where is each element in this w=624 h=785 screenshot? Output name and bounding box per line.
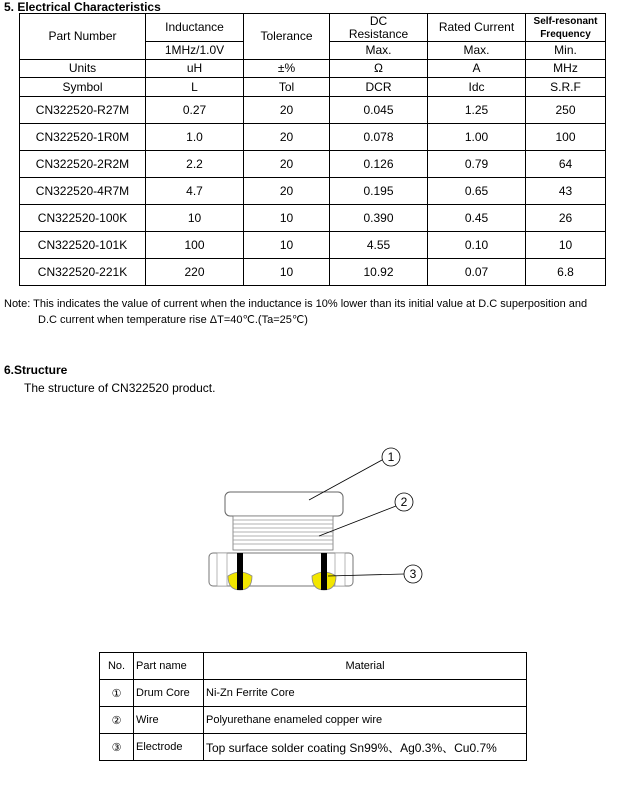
part-number-cell: CN322520-R27M: [20, 97, 146, 124]
dcr-cell: 0.078: [330, 124, 428, 151]
srf-cell: 250: [526, 97, 606, 124]
units-cell: Units: [20, 60, 146, 78]
srf-cell: 64: [526, 151, 606, 178]
part-number-cell: CN322520-4R7M: [20, 178, 146, 205]
table-row: [100, 734, 527, 761]
units-cell: uH: [146, 60, 244, 78]
header-self-resonant-frequency: [526, 14, 606, 42]
symbol-row: [20, 78, 606, 97]
header-srf-min: Min.: [526, 42, 606, 60]
section-6-title: 6.Structure: [4, 363, 68, 377]
inductance-cell: 1.0: [146, 124, 244, 151]
idc-cell: 0.45: [428, 205, 526, 232]
material-header-row: [100, 653, 527, 680]
dcr-cell: 0.195: [330, 178, 428, 205]
drum-core-top-flange: [225, 492, 343, 516]
header-part-number: Part Number: [20, 14, 146, 60]
header-part-name: Part name: [134, 653, 204, 680]
symbol-cell: L: [146, 78, 244, 97]
table-row: [20, 205, 606, 232]
header-srf-line1: Self-resonant: [533, 15, 598, 27]
part-number-cell: CN322520-1R0M: [20, 124, 146, 151]
part-number-cell: CN322520-2R2M: [20, 151, 146, 178]
inductance-cell: 220: [146, 259, 244, 286]
header-dc-resistance: [330, 14, 428, 42]
material-no-cell: ①: [100, 680, 134, 707]
material-part-cell: Drum Core: [134, 680, 204, 707]
table-row: [20, 124, 606, 151]
header-dc-max: Max.: [330, 42, 428, 60]
header-rated-current: Rated Current: [428, 14, 526, 42]
callout-2-label: 2: [400, 495, 408, 509]
symbol-cell: S.R.F: [526, 78, 606, 97]
header-rated-max: Max.: [428, 42, 526, 60]
table-row: [20, 259, 606, 286]
callout-1-leader: [309, 460, 382, 500]
srf-cell: 10: [526, 232, 606, 259]
part-number-cell: CN322520-100K: [20, 205, 146, 232]
tolerance-cell: 10: [244, 232, 330, 259]
material-cell: Top surface solder coating Sn99%、Ag0.3%、Cu0.7%: [204, 734, 527, 761]
material-cell: Ni-Zn Ferrite Core: [204, 680, 527, 707]
header-inductance: Inductance: [146, 14, 244, 42]
material-table: [99, 652, 527, 761]
symbol-cell: Idc: [428, 78, 526, 97]
header-srf-line2: Frequency: [540, 28, 591, 40]
header-inductance-condition: 1MHz/1.0V: [146, 42, 244, 60]
dcr-cell: 4.55: [330, 232, 428, 259]
inductance-cell: 2.2: [146, 151, 244, 178]
inductance-cell: 4.7: [146, 178, 244, 205]
wire-winding: [233, 516, 333, 550]
units-cell: A: [428, 60, 526, 78]
units-cell: MHz: [526, 60, 606, 78]
idc-cell: 1.00: [428, 124, 526, 151]
units-row: [20, 60, 606, 78]
header-no: No.: [100, 653, 134, 680]
tolerance-cell: 20: [244, 178, 330, 205]
tolerance-cell: 20: [244, 124, 330, 151]
footnote-line1: Note: This indicates the value of current when the inductance is 10% lower than its initial value at D.C superposition and: [4, 298, 588, 310]
material-no-cell: ②: [100, 707, 134, 734]
table-row: [20, 178, 606, 205]
units-cell: Ω: [330, 60, 428, 78]
tolerance-cell: 10: [244, 205, 330, 232]
tolerance-cell: 20: [244, 151, 330, 178]
electrical-characteristics-table: [19, 13, 606, 286]
srf-cell: 6.8: [526, 259, 606, 286]
table-row: [100, 707, 527, 734]
idc-cell: 0.65: [428, 178, 526, 205]
units-cell: ±%: [244, 60, 330, 78]
material-part-cell: Electrode: [134, 734, 204, 761]
material-cell: Polyurethane enameled copper wire: [204, 707, 527, 734]
table-row: [20, 232, 606, 259]
srf-cell: 26: [526, 205, 606, 232]
structure-description: The structure of CN322520 product.: [24, 381, 216, 395]
callout-3-label: 3: [409, 567, 417, 581]
srf-cell: 43: [526, 178, 606, 205]
table-row: [100, 680, 527, 707]
idc-cell: 0.10: [428, 232, 526, 259]
header-dc-resistance-line1: DC: [369, 13, 388, 28]
dcr-cell: 0.045: [330, 97, 428, 124]
header-tolerance: Tolerance: [244, 14, 330, 60]
section-5-title: 5. Electrical Characteristics: [4, 0, 161, 14]
symbol-cell: Tol: [244, 78, 330, 97]
header-dc-resistance-line2: Resistance: [348, 26, 409, 41]
footnote: [4, 296, 614, 328]
header-material: Material: [204, 653, 527, 680]
material-no-cell: ③: [100, 734, 134, 761]
idc-cell: 1.25: [428, 97, 526, 124]
material-part-cell: Wire: [134, 707, 204, 734]
symbol-cell: DCR: [330, 78, 428, 97]
tolerance-cell: 20: [244, 97, 330, 124]
tolerance-cell: 10: [244, 259, 330, 286]
inductor-structure-diagram: [195, 440, 425, 600]
srf-cell: 100: [526, 124, 606, 151]
footnote-line2: D.C current when temperature rise ΔT=40℃.(Ta=25℃): [38, 314, 308, 326]
dcr-cell: 0.126: [330, 151, 428, 178]
table-row: [20, 151, 606, 178]
inductance-cell: 0.27: [146, 97, 244, 124]
table-row: [20, 97, 606, 124]
dcr-cell: 10.92: [330, 259, 428, 286]
idc-cell: 0.79: [428, 151, 526, 178]
idc-cell: 0.07: [428, 259, 526, 286]
inductance-cell: 100: [146, 232, 244, 259]
part-number-cell: CN322520-221K: [20, 259, 146, 286]
dcr-cell: 0.390: [330, 205, 428, 232]
part-number-cell: CN322520-101K: [20, 232, 146, 259]
inductance-cell: 10: [146, 205, 244, 232]
symbol-cell: Symbol: [20, 78, 146, 97]
callout-1-label: 1: [387, 450, 395, 464]
